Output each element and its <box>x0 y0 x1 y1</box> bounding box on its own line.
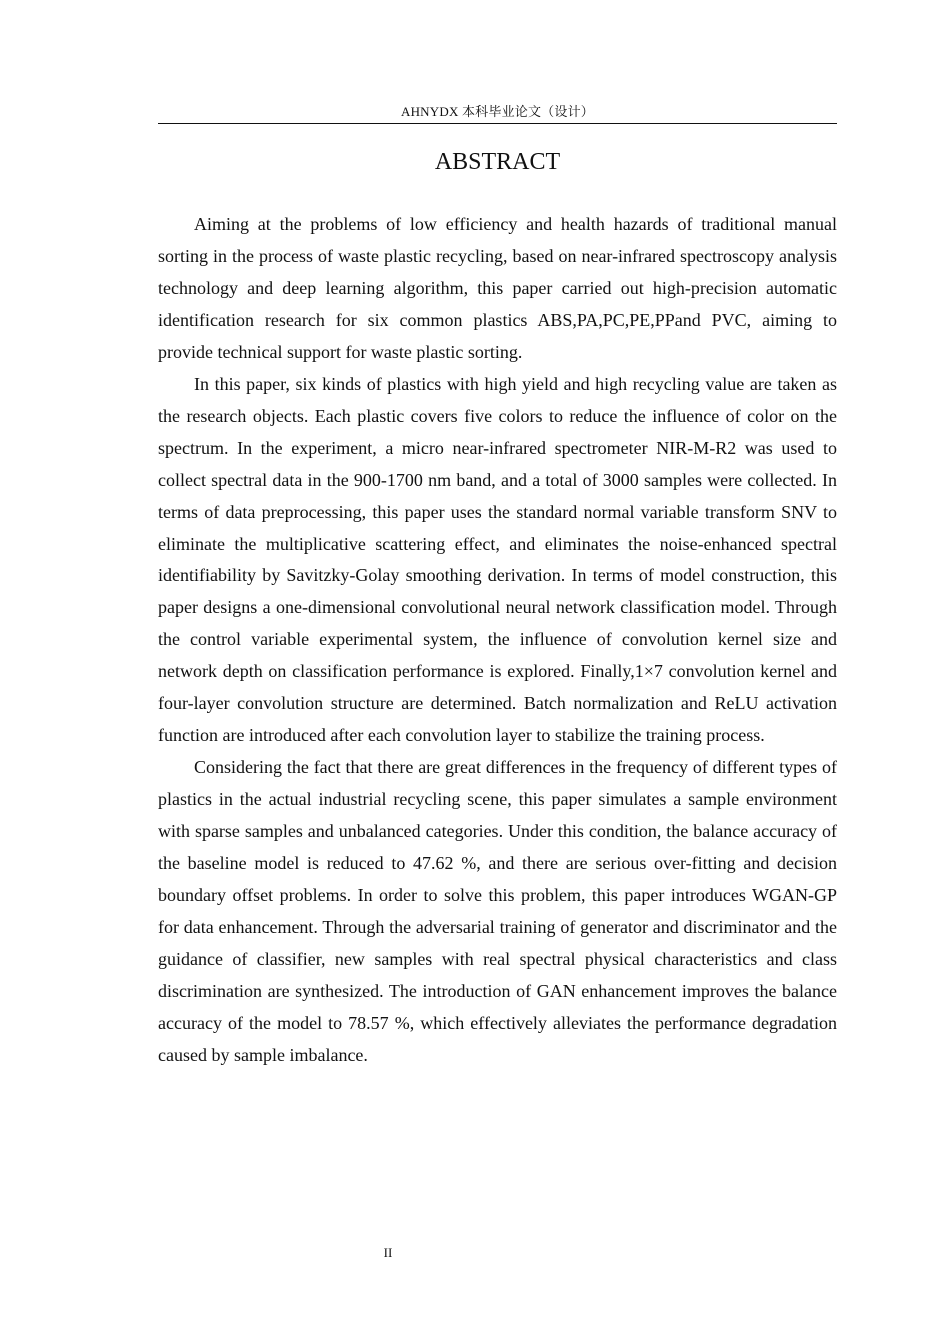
page-number: II <box>383 1245 393 1260</box>
running-header: AHNYDX 本科毕业论文（设计） <box>401 104 594 119</box>
abstract-paragraph-1: Aiming at the problems of low efficiency and health hazards of traditional manual sorting in the process of waste plastic recycling, based on near-infrared spectroscopy analysis technology and deep learning algorithm, this paper carried out high-precision automatic identification research for six common plastics ABS,PA,PC,PE,PPand PVC, aiming to provide technical support for waste plastic sorting. <box>158 214 837 362</box>
abstract-paragraph-3: Considering the fact that there are great differences in the frequency of different types of plastics in the actual industrial recycling scene, this paper simulates a sample environment with sparse samples and unbalanced categories. Under this condition, the balance accuracy of the baseline model is reduced to 47.62 %, and there are serious over-fitting and decision boundary offset problems. In order to solve this problem, this paper introduces WGAN-GP for data enhancement. Through the adversarial training of generator and discriminator and the guidance of classifier, new samples with real spectral physical characteristics and class discrimination are synthesized. The introduction of GAN enhancement improves the balance accuracy of the model to 78.57 %, which effectively alleviates the performance degradation caused by sample imbalance. <box>158 757 837 1065</box>
abstract-body <box>158 209 837 1072</box>
abstract-paragraph-2: In this paper, six kinds of plastics with high yield and high recycling value are taken as the research objects. Each plastic covers five colors to reduce the influence of color on the spectrum. In the experiment, a micro near-infrared spectrometer NIR-M-R2 was used to collect spectral data in the 900-1700 nm band, and a total of 3000 samples were collected. In terms of data preprocessing, this paper uses the standard normal variable transform SNV to eliminate the multiplicative scattering effect, and eliminates the noise-enhanced spectral identifiability by Savitzky-Golay smoothing derivation. In terms of model construction, this paper designs a one-dimensional convolutional neural network classification model. Through the control variable experimental system, the influence of convolution kernel size and network depth on classification performance is explored. Finally,1×7 convolution kernel and four-layer convolution structure are determined. Batch normalization and ReLU activation function are introduced after each convolution layer to stabilize the training process. <box>158 373 837 746</box>
header-rule <box>158 123 837 124</box>
abstract-title: ABSTRACT <box>434 149 561 175</box>
